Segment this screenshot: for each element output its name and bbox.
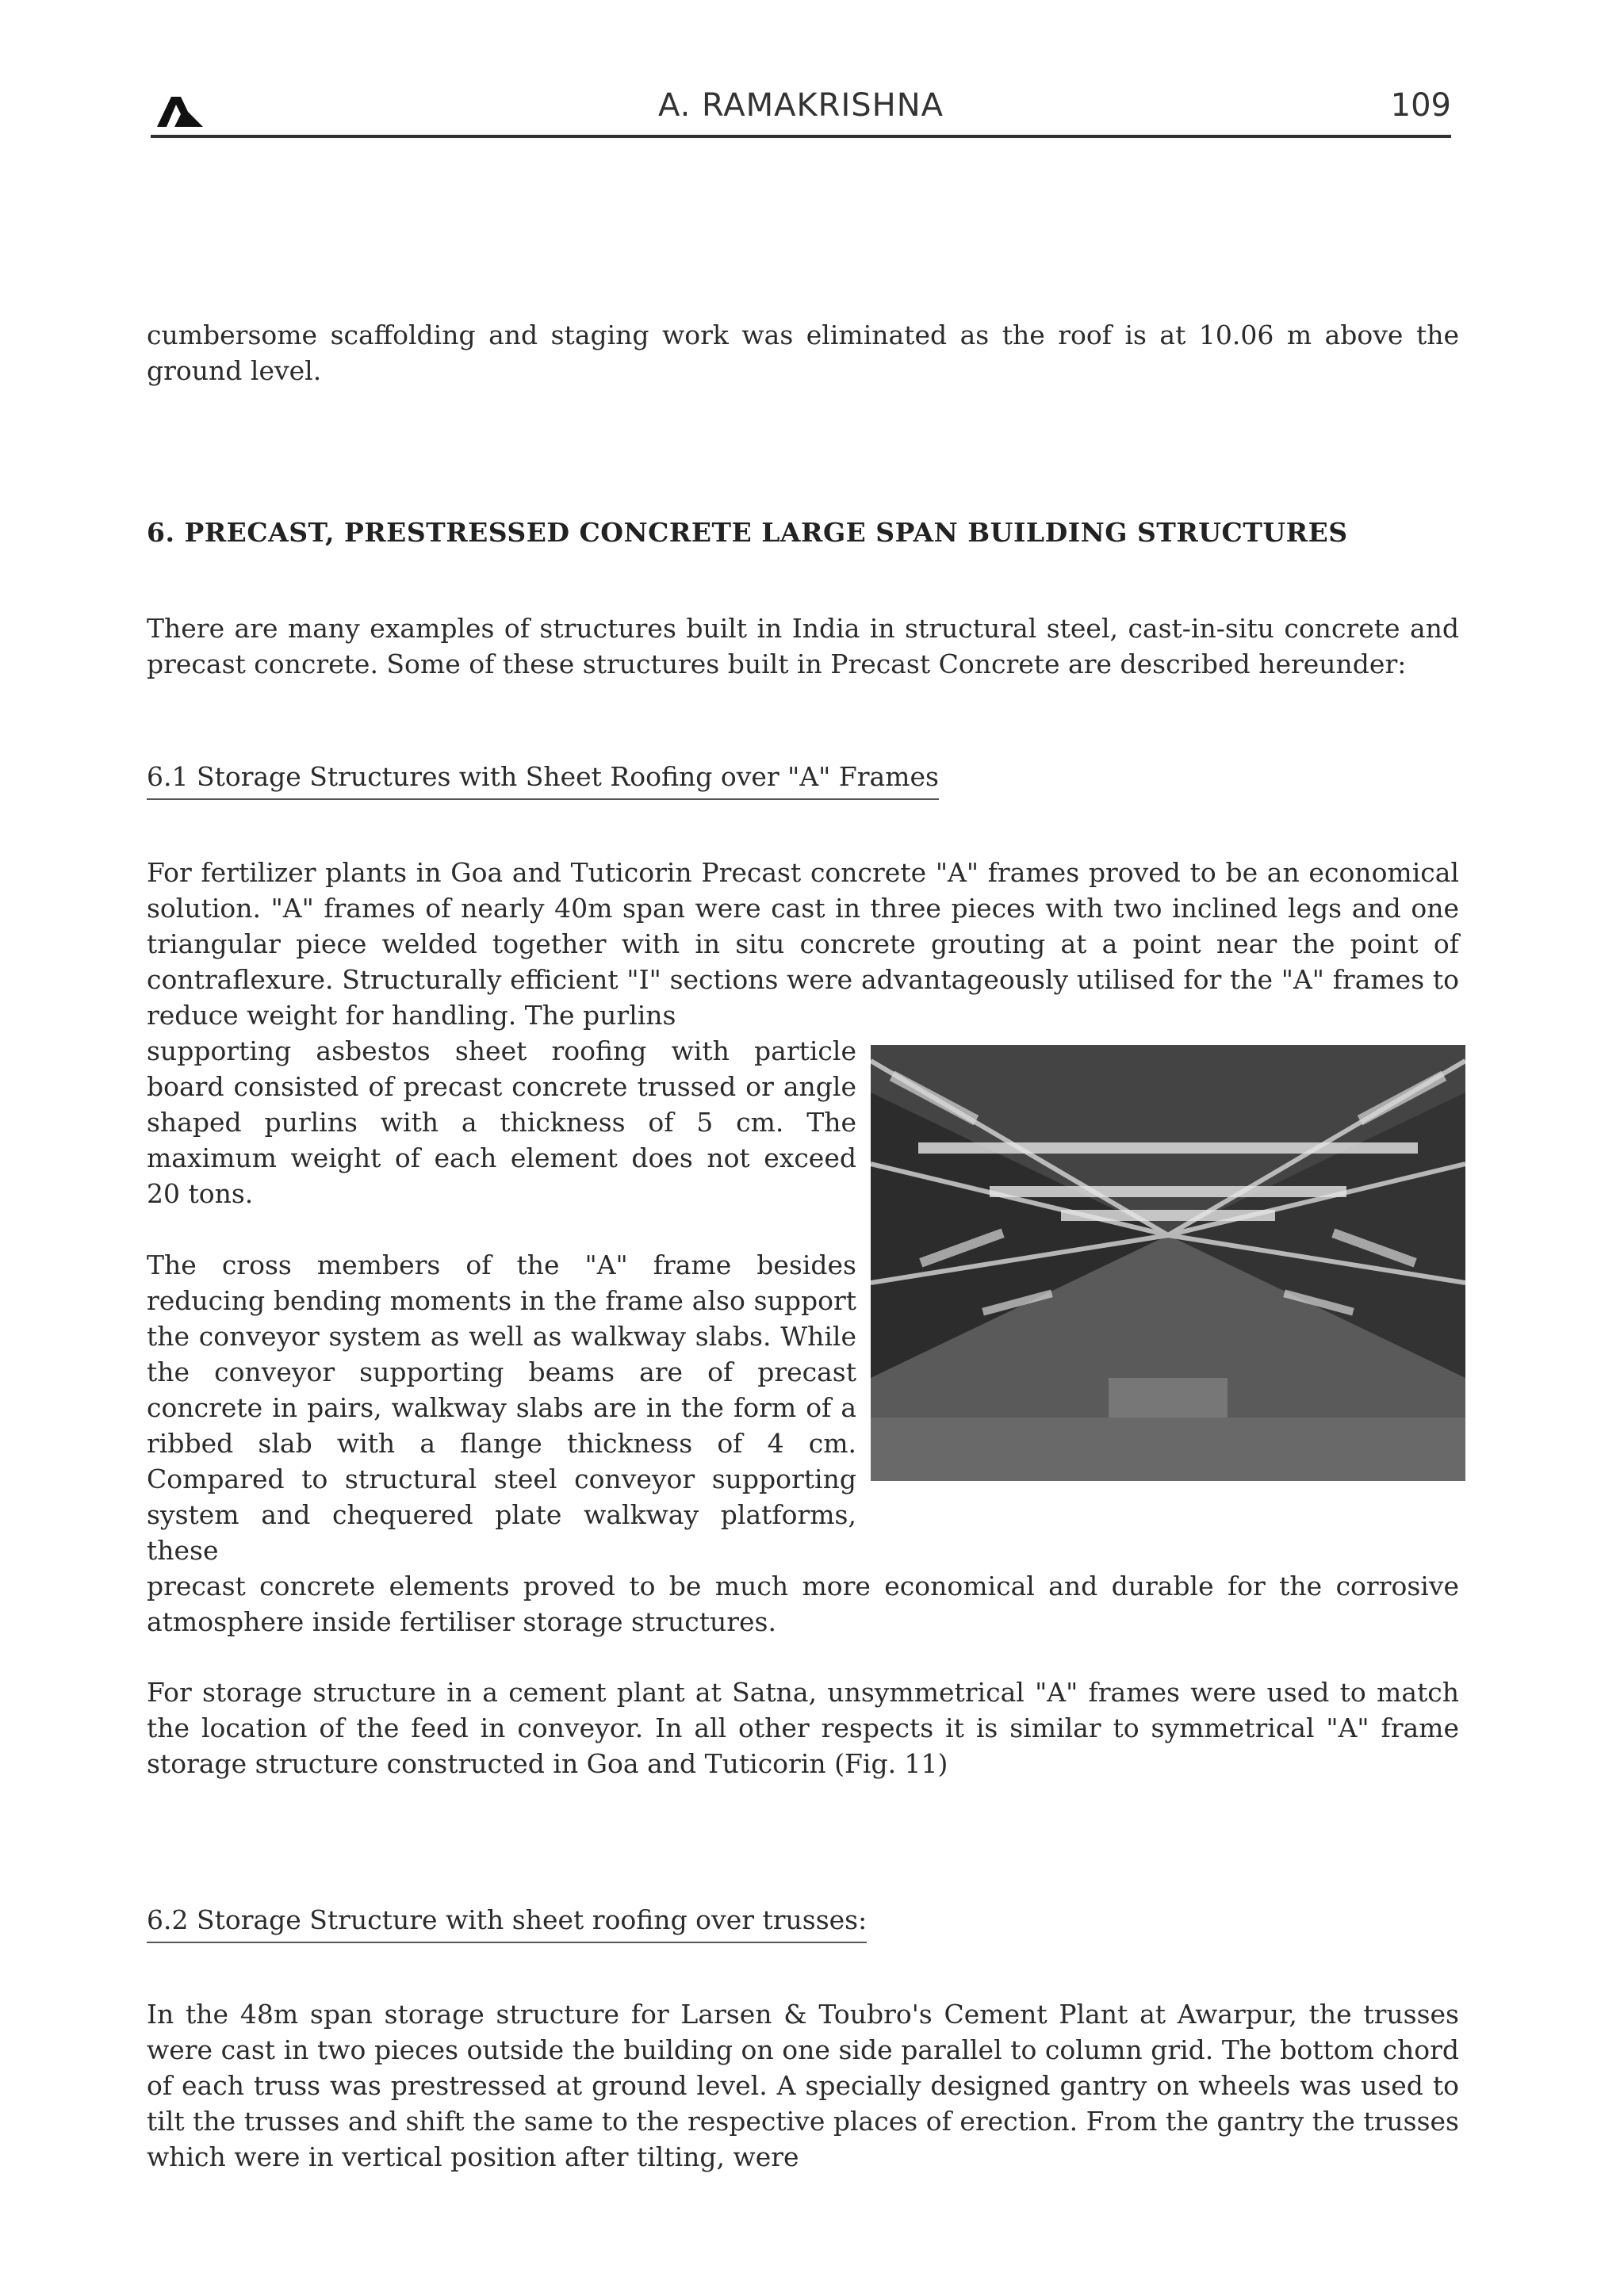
sub1-paragraph-2-wrap: The cross members of the "A" frame besides reducing bending moments in the frame also support the conveyor system as well as walkway slabs. While the conveyor supporting beams are of precast concrete in pairs, walkway slabs are in the form of a ribbed slab with a flange thickness of 4 cm. Compared to structural steel conveyor supporting system and chequered plate walkway platforms, these — [147, 1249, 856, 1566]
intro-paragraph: cumbersome scaffolding and staging work was eliminated as the roof is at 10.06 m above the ground level. — [147, 320, 1459, 386]
intro-block — [147, 317, 1459, 388]
sub2-paragraph-1: In the 48m span storage structure for Larsen & Toubro's Cement Plant at Awarpur, the trusses were cast in two pieces outside the building on one side parallel to column grid. The bottom chord of each truss was prestressed at ground level. A specially designed gantry on wheels was used to tilt the trusses and shift the same to the respective places of erection. From the gantry the trusses which were in vertical position after tilting, were — [147, 1999, 1459, 2172]
storage-structure-photo — [871, 1045, 1465, 1481]
sub1-para2-continuation — [147, 1568, 1459, 1640]
sub2-para1-block — [147, 1996, 1459, 2175]
sub1-para3-block — [147, 1674, 1459, 1781]
subsection-heading-6-2: 6.2 Storage Structure with sheet roofing over trusses: — [147, 1904, 867, 1943]
sub1-paragraph-1: For fertilizer plants in Goa and Tuticorin Precast concrete "A" frames proved to be an economical solution. "A" frames of nearly 40m span were cast in three pieces with two inclined legs and one triangular piece welded together with in situ concrete grouting at a point near the point of contraflexure. Structurally efficient "I" sections were advantageously utilised for the "A" frames to reduce weight for handling. The purlins — [147, 857, 1459, 1031]
sub1-wrap-block — [147, 1033, 856, 1568]
sub1-para1-block — [147, 855, 1459, 1033]
sub1-paragraph-3: For storage structure in a cement plant at Satna, unsymmetrical "A" frames were used to match the location of the feed in conveyor. In all other respects it is similar to symmetrical "A" frame storage structure constructed in Goa and Tuticorin (Fig. 11) — [147, 1677, 1459, 1779]
section-intro-block — [147, 610, 1459, 682]
sub1-paragraph-2-full: precast concrete elements proved to be much more economical and durable for the corrosive atmosphere inside fertiliser storage structures. — [147, 1571, 1459, 1637]
sub1-paragraph-1-wrap: supporting asbestos sheet roofing with particle board consisted of precast concrete trussed or angle shaped purlins with a thickness of 5 cm. The maximum weight of each element does not exceed 20 tons. — [147, 1035, 856, 1209]
section-paragraph: There are many examples of structures built in India in structural steel, cast-in-situ concrete and precast concrete. Some of these structures built in Precast Concrete are described hereunder: — [147, 613, 1459, 679]
page-number: 109 — [1390, 87, 1451, 124]
subsection-heading-6-1: 6.1 Storage Structures with Sheet Roofing over "A" Frames — [147, 761, 939, 800]
page-header — [151, 87, 1451, 138]
running-title: A. RAMAKRISHNA — [657, 87, 944, 124]
section-heading: 6. PRECAST, PRESTRESSED CONCRETE LARGE SPAN BUILDING STRUCTURES — [147, 517, 1348, 548]
